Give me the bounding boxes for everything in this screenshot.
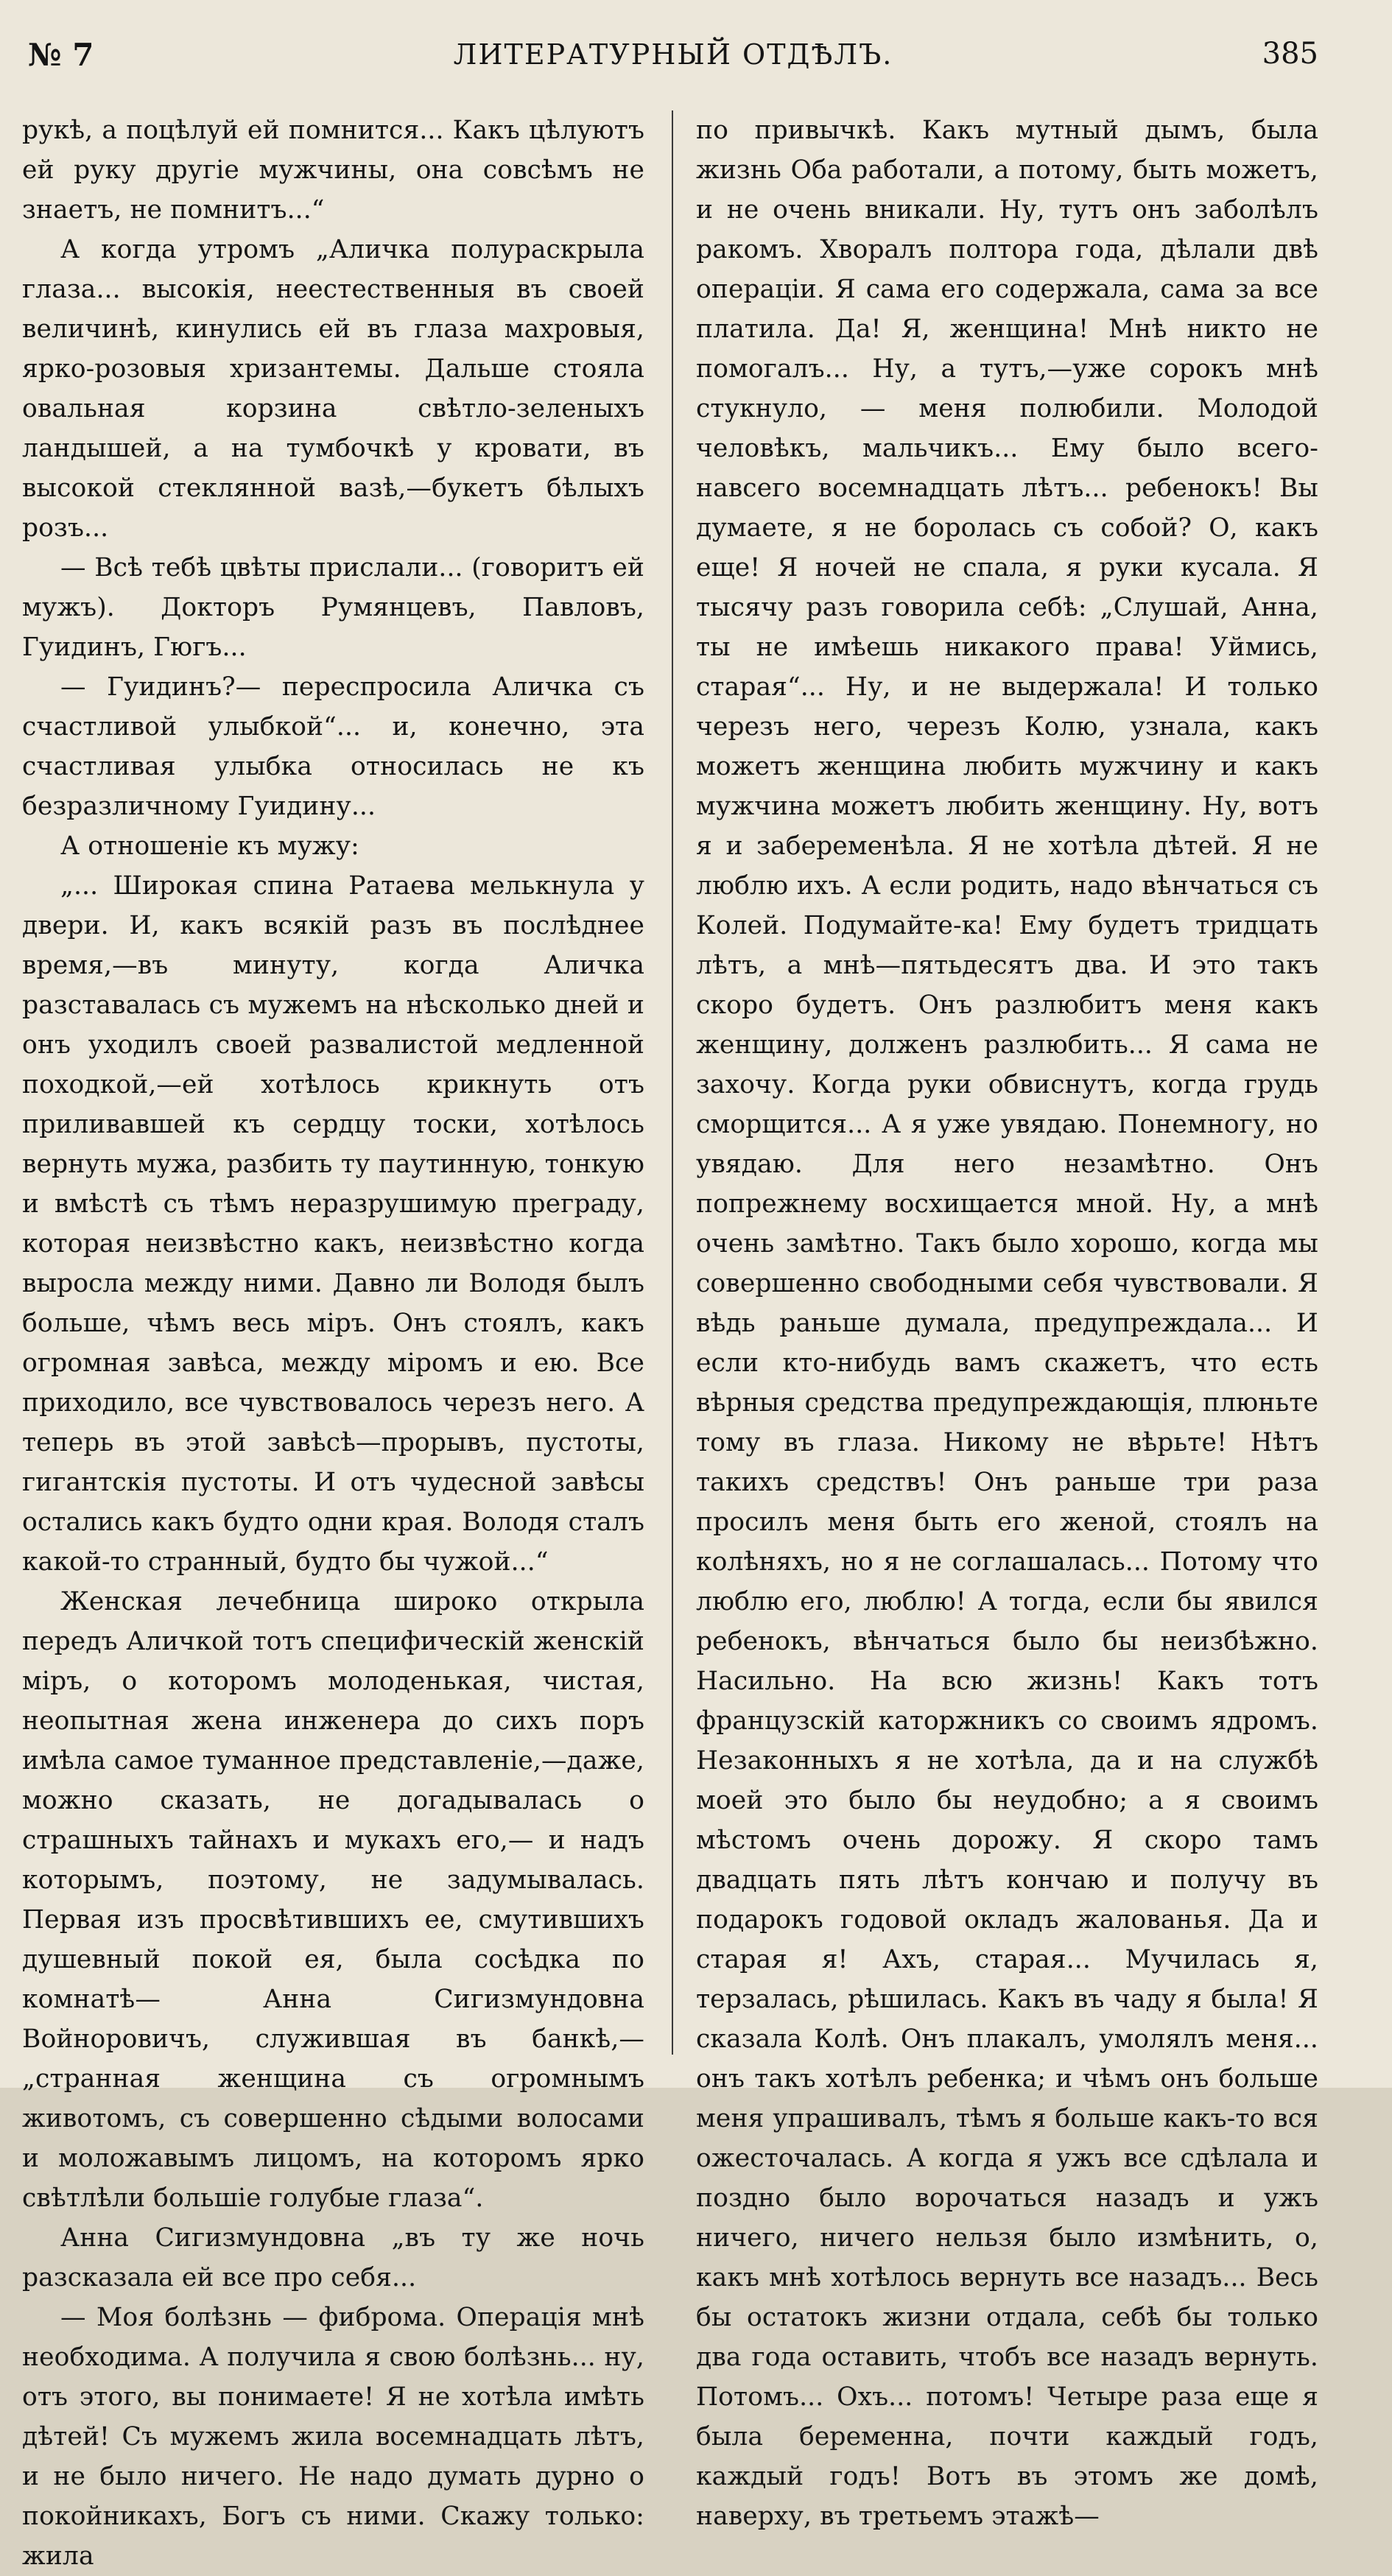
page-number: 385 — [1262, 37, 1318, 71]
section-title: ЛИТЕРАТУРНЫЙ ОТДѢЛЪ. — [453, 38, 893, 71]
paragraph: А когда утромъ „Аличка полураскрыла глаза... высокія, неестественныя въ своей величинѣ, кинулись ей въ глаза махровыя, ярко-розовыя хризантемы. Дальше стояла овальная корзина свѣтло-зеленыхъ ландышей, а на тумбочкѣ у кровати, въ высокой стеклянной вазѣ,—букетъ бѣлыхъ розъ... — [22, 235, 644, 543]
right-column — [696, 110, 1318, 2531]
issue-number: № 7 — [28, 37, 94, 73]
paragraph: рукѣ, а поцѣлуй ей помнится... Какъ цѣлуютъ ей руку другіе мужчины, она совсѣмъ не знаетъ, не помнитъ...“ — [22, 116, 644, 225]
paragraph: Анна Сигизмундовна „въ ту же ночь разсказала ей все про себя... — [22, 2223, 644, 2292]
paragraph: — Всѣ тебѣ цвѣты прислали... (говоритъ ей мужъ). Докторъ Румянцевъ, Павловъ, Гуидинъ, Гюгъ... — [22, 553, 644, 662]
paragraph: по привычкѣ. Какъ мутный дымъ, была жизнь Оба работали, а потому, быть можетъ, и не очень вникали. Ну, тутъ онъ заболѣлъ ракомъ. Хворалъ полтора года, дѣлали двѣ операціи. Я сама его содержала, сама за все платила. Да! Я, женщина! Мнѣ никто не помогалъ... Ну, а тутъ,—уже сорокъ мнѣ стукнуло, — меня полюбили. Молодой человѣкъ, мальчикъ... Ему было всего-навсего восемнадцать лѣтъ... ребенокъ! Вы думаете, я не боролась съ собой? О, какъ еще! Я ночей не спала, я руки кусала. Я тысячу разъ говорила себѣ: „Слушай, Анна, ты не имѣешь никакого права! Уймись, старая“... Ну, и не выдержала! И только черезъ него, черезъ Колю, узнала, какъ можетъ женщина любить мужчину и какъ мужчина можетъ любить женщину. Ну, вотъ я и забеременѣла. Я не хотѣла дѣтей. Я не люблю ихъ. А если родить, надо вѣнчаться съ Колей. Подумайте-ка! Ему будетъ тридцать лѣтъ, а мнѣ—пятьдесятъ два. И это такъ скоро будетъ. Онъ разлюбитъ меня какъ женщину, долженъ разлюбить... Я сама не захочу. Когда руки обвиснутъ, когда грудь сморщится... А я уже увядаю. Понемногу, но увядаю. Для него незамѣтно. Онъ попрежнему восхищается мной. Ну, а мнѣ очень замѣтно. Такъ было хорошо, когда мы совершенно свободными себя чувствовали. Я вѣдь раньше думала, предупреждала... И если кто-нибудь вамъ скажетъ, что есть вѣрныя средства предупреждающія, плюньте тому въ глаза. Никому не вѣрьте! Нѣтъ такихъ средствъ! Онъ раньше три раза просилъ меня быть его женой, стоялъ на колѣняхъ, но я не соглашалась... Потому что люблю его, люблю! А тогда, если бы явился ребенокъ, вѣнчаться было бы неизбѣжно. Насильно. На всю жизнь! Какъ тотъ французскій каторжникъ со своимъ ядромъ. Незаконныхъ я не хотѣла, да и на службѣ моей это было бы неудобно; а я своимъ мѣстомъ очень дорожу. Я скоро тамъ двадцать пять лѣтъ кончаю и получу въ подарокъ годовой окладъ жалованья. Да и старая я! Ахъ, старая... Мучилась я, терзалась, рѣшилась. Какъ въ чаду я была! Я сказала Колѣ. Онъ плакалъ, умолялъ меня... онъ такъ хотѣлъ ребенка; и чѣмъ онъ больше меня упрашивалъ, тѣмъ я больше какъ-то вся ожесточалась. А когда я ужъ все сдѣлала и поздно было ворочаться назадъ и ужъ ничего, ничего нельзя было измѣнить, о, какъ мнѣ хотѣлось вернуть все назадъ... Весь бы остатокъ жизни отдала, себѣ бы только два года оставить, чтобъ все назадъ вернуть. Потомъ... Охъ... потомъ! Четыре раза еще я была беременна, почти каждый годъ, каждый годъ! Вотъ въ этомъ же домѣ, наверху, въ третьемъ этажѣ— — [696, 116, 1318, 2531]
column-divider — [672, 110, 673, 2055]
page-header — [28, 37, 1318, 81]
left-column — [22, 110, 644, 2571]
paragraph: Женская лечебница широко открыла передъ Аличкой тотъ специфическій женскій міръ, о которомъ молоденькая, чистая, неопытная жена инженера до сихъ поръ имѣла самое туманное представленіе,—даже, можно сказать, не догадывалась о страшныхъ тайнахъ и мукахъ его,— и надъ которымъ, поэтому, не задумывалась. Первая изъ просвѣтившихъ ее, смутившихъ душевный покой ея, была сосѣдка по комнатѣ— Анна Сигизмундовна Войноровичъ, служившая въ банкѣ,—„странная женщина съ огромнымъ животомъ, съ совершенно сѣдыми волосами и моложавымъ лицомъ, на которомъ ярко свѣтлѣли большіе голубые глаза“. — [22, 1587, 644, 2213]
paragraph: А отношеніе къ мужу: — [60, 831, 359, 861]
paragraph: — Гуидинъ?— переспросила Аличка съ счастливой улыбкой“... и, конечно, эта счастливая улыбка относилась не къ безразличному Гуидину... — [22, 672, 644, 821]
paragraph: „... Широкая спина Ратаева мелькнула у двери. И, какъ всякій разъ въ послѣднее время,—въ минуту, когда Аличка разставалась съ мужемъ на нѣсколько дней и онъ уходилъ своей развалистой медленной походкой,—ей хотѣлось крикнуть отъ приливавшей къ сердцу тоски, хотѣлось вернуть мужа, разбить ту паутинную, тонкую и вмѣстѣ съ тѣмъ неразрушимую преграду, которая неизвѣстно какъ, неизвѣстно когда выросла между ними. Давно ли Володя былъ больше, чѣмъ весь міръ. Онъ стоялъ, какъ огромная завѣса, между міромъ и ею. Все приходило, все чувствовалось черезъ него. А теперь въ этой завѣсѣ—прорывъ, пустоты, гигантскія пустоты. И отъ чудесной завѣсы остались какъ будто одни края. Володя сталъ какой-то странный, будто бы чужой...“ — [22, 871, 644, 1577]
paragraph: — Моя болѣзнь — фиброма. Операція мнѣ необходима. А получила я свою болѣзнь... ну, отъ этого, вы понимаете! Я не хотѣла имѣть дѣтей! Съ мужемъ жила восемнадцать лѣтъ, и не было ничего. Не надо думать дурно о покойникахъ, Богъ съ ними. Скажу только: жила — [22, 2303, 644, 2571]
